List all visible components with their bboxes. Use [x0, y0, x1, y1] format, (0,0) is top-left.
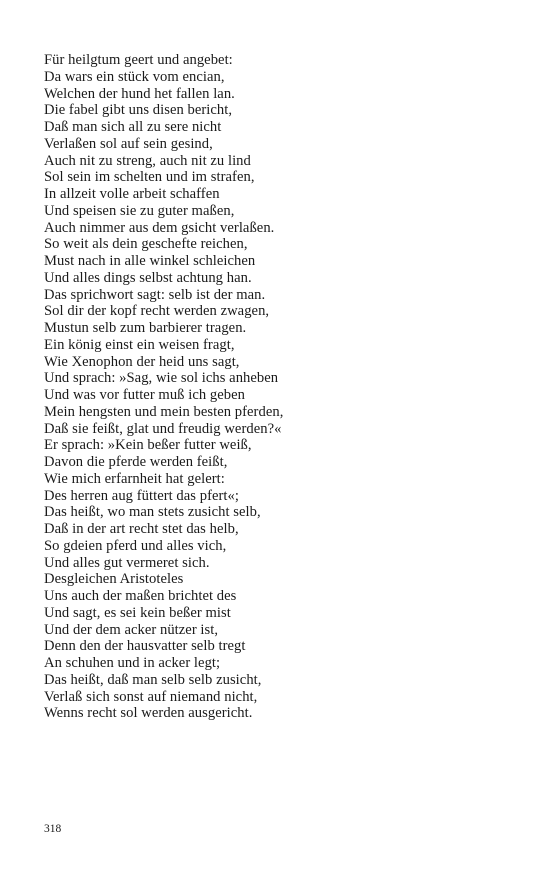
poem-line: Daß in der art recht stet das helb,	[44, 521, 239, 537]
page-number: 318	[44, 823, 62, 835]
poem-line: Und was vor futter muß ich geben	[44, 387, 245, 403]
poem-line: Und alles gut vermeret sich.	[44, 554, 210, 571]
poem-line: Und sprach: »Sag, wie sol ichs anheben	[44, 370, 279, 387]
poem-line: An schuhen und in acker legt;	[44, 655, 221, 671]
poem-line: Die fabel gibt uns disen bericht,	[44, 102, 233, 119]
poem-text	[44, 52, 283, 722]
poem-line: Davon die pferde werden feißt,	[44, 454, 228, 470]
poem-line: Denn den der hausvatter selb tregt	[44, 638, 246, 655]
poem-line: Daß sie feißt, glat und freudig werden?«	[44, 420, 282, 437]
poem-line: Er sprach: »Kein beßer futter weiß,	[44, 437, 252, 454]
poem-line: So gdeien pferd und alles vich,	[44, 537, 227, 554]
poem-line: In allzeit volle arbeit schaffen	[44, 186, 220, 202]
poem-line: Welchen der hund het fallen lan.	[44, 85, 235, 102]
poem-line: Verlaßen sol auf sein gesind,	[44, 135, 213, 152]
poem-line: Mein hengsten und mein besten pferden,	[44, 403, 284, 420]
poem-line: So weit als dein geschefte reichen,	[44, 236, 248, 253]
poem-line: Sol sein im schelten und im strafen,	[44, 169, 255, 186]
poem-line: Wenns recht sol werden ausgericht.	[44, 705, 253, 722]
poem-line: Und sagt, es sei kein beßer mist	[44, 604, 231, 621]
poem-line: Da wars ein stück vom encian,	[44, 68, 225, 85]
poem-line: Must nach in alle winkel schleichen	[44, 253, 256, 269]
poem-line: Auch nimmer aus dem gsicht verlaßen.	[44, 219, 275, 236]
poem-line: Daß man sich all zu sere nicht	[44, 119, 222, 135]
poem-line: Und der dem acker nützer ist,	[44, 621, 219, 638]
poem-line: Wie mich erfarnheit hat gelert:	[44, 470, 225, 487]
poem-line: Auch nit zu streng, auch nit zu lind	[44, 152, 251, 169]
poem-line: Uns auch der maßen brichtet des	[44, 588, 237, 604]
poem-line: Ein könig einst ein weisen fragt,	[44, 336, 235, 353]
poem-line: Das heißt, wo man stets zusicht selb,	[44, 504, 261, 521]
poem-line: Das heißt, daß man selb selb zusicht,	[44, 671, 262, 688]
poem-line: Wie Xenophon der heid uns sagt,	[44, 353, 240, 370]
poem-line: Und speisen sie zu guter maßen,	[44, 202, 235, 219]
poem-line: Mustun selb zum barbierer tragen.	[44, 320, 247, 336]
poem-line: Und alles dings selbst achtung han.	[44, 269, 252, 286]
poem-line: Für heilgtum geert und angebet:	[44, 52, 233, 68]
poem-line: Verlaß sich sonst auf niemand nicht,	[44, 688, 258, 705]
poem-line: Sol dir der kopf recht werden zwagen,	[44, 303, 270, 320]
poem-line: Das sprichwort sagt: selb ist der man.	[44, 286, 266, 303]
poem-line: Desgleichen Aristoteles	[44, 571, 184, 588]
poem-line: Des herren aug füttert das pfert«;	[44, 487, 239, 504]
